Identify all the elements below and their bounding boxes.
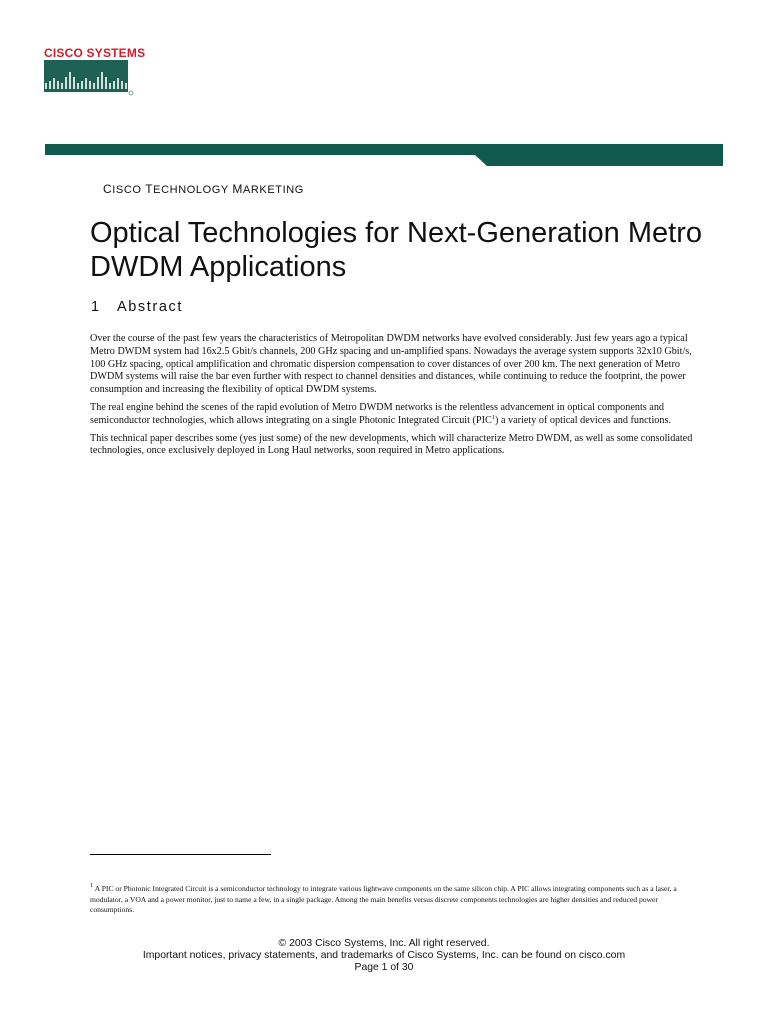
abstract-paragraph-2: [90, 402, 695, 428]
header-band: [45, 144, 723, 166]
logo-bar: [105, 77, 107, 89]
abstract-body: [90, 333, 695, 463]
footnote: [90, 884, 695, 916]
logo-bar: [81, 81, 83, 89]
legal-notice: Important notices, privacy statements, and trademarks of Cisco Systems, Inc. can be found on cisco.com: [142, 950, 626, 962]
footnote-reference[interactable]: 1: [491, 413, 496, 421]
logo-bar: [45, 83, 47, 89]
section-label-part: T: [145, 182, 154, 196]
page-number: Page 1 of 30: [354, 962, 414, 974]
document-title: Optical Technologies for Next-Generation Metro DWDM Applications: [90, 217, 702, 283]
section-label-part: M: [232, 182, 243, 196]
abstract-paragraph-3: This technical paper describes some (yes just some) of the new developments, which will characterize Metro DWDM, as well as some consolidated technologies, once exclusively deployed in Long Haul networks, soon required in Metro applications.: [90, 432, 693, 457]
section-label-part: ISCO: [112, 184, 146, 196]
logo-bar: [77, 83, 79, 89]
logo-wordmark: CISCO SYSTEMS: [44, 46, 146, 60]
cisco-systems-logo: [44, 46, 146, 96]
page-footer: [0, 938, 768, 975]
section-label: [103, 182, 304, 196]
paragraph-text: ) a variety of optical devices and functions.: [495, 414, 671, 426]
logo-bar: [53, 78, 55, 89]
logo-bar: [57, 81, 59, 89]
logo-bar: [117, 78, 119, 89]
footnote-divider: [90, 854, 271, 855]
logo-bar: [89, 81, 91, 89]
section-label-part: ECHNOLOGY: [153, 184, 233, 196]
paragraph-text: The real engine behind the scenes of the rapid evolution of Metro DWDM networks is the relentless advancement in optical components and semiconductor technologies, which allows integrating on a single Photonic Integrated Circuit (PIC: [90, 401, 665, 426]
logo-bar: [125, 83, 127, 89]
abstract-paragraph-1: Over the course of the past few years the characteristics of Metropolitan DWDM networks have evolved considerably. Just few years ago a typical Metro DWDM system had 16x2.5 Gbit/s channels, 200 GHz spacing and un-amplified spans. Nowadays the average system supports 32x10 Gbit/s, 100 GHz spacing, optical amplification and chromatic dispersion compensation to cover distances of over 200 km. The next generation of Metro DWDM systems will raise the bar even further with respect to channel densities and distances, while continuing to reduce the footprint, the power consumption and increasing the flexibility of optical DWDM systems.: [90, 333, 692, 396]
logo-bar: [49, 81, 51, 89]
footnote-text: A PIC or Photonic Integrated Circuit is a semiconductor technology to integrate various lightwave components on the same silicon chip. A PIC allows integrating components such as a laser, a modulator, a VOA and a power monitor, just to name a few, in a single package. Among the main benefits versus discrete components technologies are higher densities and reduced power consumptions.: [90, 884, 677, 914]
logo-bar: [93, 83, 95, 89]
logo-bar: [97, 77, 99, 89]
logo-bar: [61, 83, 63, 89]
section-heading: [91, 299, 183, 315]
logo-bar: [109, 83, 111, 89]
logo-bar: [85, 78, 87, 89]
section-heading-label: Abstract: [117, 299, 183, 315]
section-label-part: C: [103, 182, 113, 196]
copyright-notice: © 2003 Cisco Systems, Inc. All right reserved.: [278, 938, 490, 949]
logo-bar: [73, 77, 75, 89]
section-number: 1: [91, 299, 101, 315]
logo-bar: [113, 81, 115, 89]
footnote-marker: 1: [90, 882, 94, 889]
logo-bar: [69, 72, 71, 89]
logo-bar: [101, 72, 103, 89]
logo-bars-icon: [44, 60, 134, 96]
logo-bar: [65, 77, 67, 89]
logo-bar: [121, 81, 123, 89]
section-label-part: ARKETING: [242, 184, 304, 196]
